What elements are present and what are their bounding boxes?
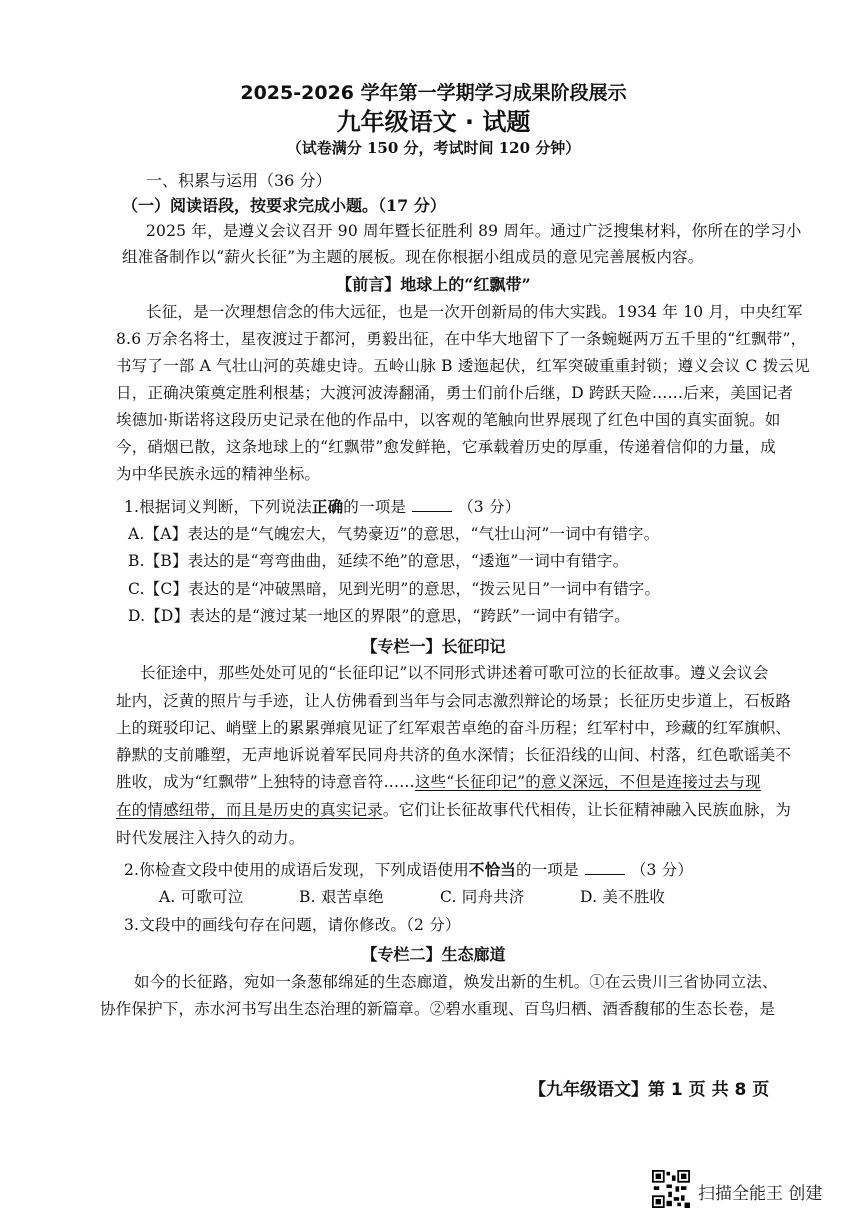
q1-option-c: C.【C】表达的是“冲破黑暗，见到光明”的意思，“拨云见日”一词中有错字。 <box>128 580 661 598</box>
page-footer: 【九年级语文】第 1 页 共 8 页 <box>529 1080 770 1100</box>
column2-line-1: 如今的长征路，宛如一条葱郁绵延的生态廊道，焕发出新的生机。①在云贵川三省协同立法、 <box>134 973 778 991</box>
exam-subtitle: （试卷满分 150 分，考试时间 120 分钟） <box>286 139 581 157</box>
q1-stem-before: 1.根据词义判断，下列说法 <box>124 498 312 516</box>
column1-line-3: 上的斑驳印记、峭壁上的累累弹痕见证了红军艰苦卓绝的奋斗历程；红军村中，珍藏的红军旗帜、 <box>116 719 792 737</box>
underlined-sentence-part-2: 在的情感纽带，而且是历史的真实记录 <box>116 801 383 819</box>
preface-title: 【前言】地球上的“红飘带” <box>336 275 531 294</box>
question-3-stem: 3.文段中的画线句存在问题，请你修改。（2 分） <box>124 916 461 934</box>
q1-score: （3 分） <box>458 498 521 516</box>
column1-line-2: 址内，泛黄的照片与手迹，让人仿佛看到当年与会同志激烈辩论的场景；长征历史步道上，石板路 <box>116 692 792 710</box>
q2-option-b: B. 艰苦卓绝 <box>299 888 384 906</box>
q2-option-d: D. 美不胜收 <box>580 888 666 906</box>
q2-option-c: C. 同舟共济 <box>440 888 525 906</box>
q2-stem-before: 2.你检查文段中使用的成语后发现，下列成语使用 <box>124 861 469 879</box>
column1-line-5 <box>116 770 761 792</box>
preface-line-6: 今，硝烟已散，这条地球上的“红飘带”愈发鲜艳，它承载着历史的厚重，传递着信仰的力量，成 <box>116 438 776 456</box>
preface-line-3: 书写了一部 A 气壮山河的英雄史诗。五岭山脉 B 逶迤起伏，红军突破重重封锁；遵义会议 C 拨云见 <box>116 357 810 375</box>
column1-line-4: 静默的支前雕塑，无声地诉说着军民同舟共济的鱼水深情；长征沿线的山间、村落，红色歌谣美不 <box>116 746 792 764</box>
q2-option-a: A. 可歌可泣 <box>159 888 244 906</box>
q1-option-b: B.【B】表达的是“弯弯曲曲，延续不绝”的意思，“逶迤”一词中有错字。 <box>128 552 629 570</box>
q2-stem-key: 不恰当 <box>468 860 516 879</box>
intro-line-2: 组准备制作以“薪火长征”为主题的展板。现在你根据小组成员的意见完善展板内容。 <box>122 248 704 266</box>
q1-option-a: A.【A】表达的是“气魄宏大，气势豪迈”的意思，“气壮山河”一词中有错字。 <box>128 525 660 543</box>
preface-line-4: 日，正确决策奠定胜利根基；大渡河波涛翻涌，勇士们前仆后继，D 跨跃天险……后来，美国记者 <box>116 384 794 402</box>
q1-option-d: D.【D】表达的是“渡过某一地区的界限”的意思，“跨跃”一词中有错字。 <box>128 607 630 625</box>
q1-stem-after: 的一项是 <box>343 498 407 516</box>
q1-stem-key: 正确 <box>311 497 344 516</box>
column2-line-2: 协作保护下，赤水河书写出生态治理的新篇章。②碧水重现、百鸟归栖、酒香馥郁的生态长卷，是 <box>100 1000 776 1018</box>
exam-title-line1: 2025-2026 学年第一学期学习成果阶段展示 <box>240 82 627 104</box>
q2-score: （3 分） <box>630 861 694 879</box>
question-1-stem <box>124 495 520 517</box>
column2-title: 【专栏二】生态廊道 <box>361 945 506 964</box>
preface-line-1: 长征，是一次理想信念的伟大远征，也是一次开创新局的伟大实践。1934 年 10 月，中央红军 <box>146 303 803 321</box>
preface-line-7: 为中华民族永远的精神坐标。 <box>116 465 321 483</box>
section-heading: 一、积累与运用（36 分） <box>146 171 332 190</box>
q2-answer-blank[interactable] <box>585 860 625 875</box>
exam-title-line2: 九年级语文 · 试题 <box>336 108 531 136</box>
scanner-watermark <box>652 1170 862 1210</box>
q2-stem-after: 的一项是 <box>516 861 579 879</box>
qr-code-icon <box>652 1170 690 1208</box>
preface-line-5: 埃德加·斯诺将这段历史记录在他的作品中，以客观的笔触向世界展现了红色中国的真实面貌。如 <box>116 411 781 429</box>
underlined-sentence-part-1: 这些“长征印记”的意义深远，不但是连接过去与现 <box>414 773 761 791</box>
subsection-heading: （一）阅读语段，按要求完成小题。（17 分） <box>122 196 446 215</box>
column1-line-7: 时代发展注入持久的动力。 <box>116 829 305 847</box>
column1-line-6-plain: 。它们让长征故事代代相传，让长征精神融入民族血脉，为 <box>382 801 792 819</box>
intro-line-1: 2025 年，是遵义会议召开 90 周年暨长征胜利 89 周年。通过广泛搜集材料，你所在的学习小 <box>146 222 802 240</box>
scanner-label: 扫描全能王 创建 <box>698 1184 823 1204</box>
column1-line-1: 长征途中，那些处处可见的“长征印记”以不同形式讲述着可歌可泣的长征故事。遵义会议会 <box>140 664 769 682</box>
column1-line-6 <box>116 798 791 820</box>
question-2-stem <box>124 858 693 880</box>
column1-line-5-plain: 胜收，成为“红飘带”上独特的诗意音符…… <box>116 773 415 791</box>
column1-title: 【专栏一】长征印记 <box>361 637 506 656</box>
preface-line-2: 8.6 万余名将士，星夜渡过于都河，勇毅出征，在中华大地留下了一条蜿蜒两万五千里的“红飘带”， <box>116 330 807 348</box>
q1-answer-blank[interactable] <box>412 497 452 512</box>
